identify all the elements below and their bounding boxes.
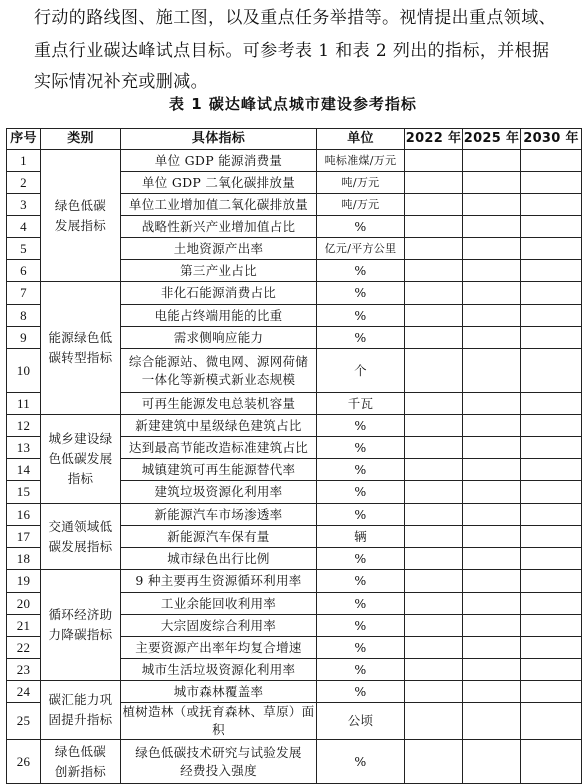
unit-cell: % — [317, 437, 405, 459]
value-2022 — [405, 238, 463, 260]
category-label-line: 碳汇能力巩 — [48, 692, 113, 707]
indicator-line: 经费投入强度 — [180, 762, 257, 778]
header-indicator: 具体指标 — [121, 129, 317, 150]
unit-cell: % — [317, 659, 405, 681]
value-2025 — [463, 481, 521, 504]
row-number: 10 — [7, 349, 41, 393]
table-body — [7, 150, 582, 784]
row-number: 7 — [7, 282, 41, 305]
value-2030 — [521, 327, 582, 349]
value-2022 — [405, 504, 463, 526]
row-number: 21 — [7, 615, 41, 637]
indicator-cell: 新能源汽车保有量 — [121, 526, 317, 548]
value-2025 — [463, 637, 521, 659]
category-label-line: 能源绿色低 — [48, 330, 113, 345]
category-label-line: 碳发展指标 — [48, 538, 113, 554]
value-2022 — [405, 327, 463, 349]
table-row — [7, 504, 582, 526]
table-row — [7, 681, 582, 703]
value-2022 — [405, 615, 463, 637]
value-2030 — [521, 349, 582, 393]
value-2025 — [463, 703, 521, 740]
indicator-cell: 城市绿色出行比例 — [121, 548, 317, 570]
unit-cell: % — [317, 415, 405, 437]
indicator-cell: 大宗固废综合利用率 — [121, 615, 317, 637]
unit-cell: 公顷 — [317, 703, 405, 740]
value-2025 — [463, 150, 521, 172]
row-number: 3 — [7, 194, 41, 216]
value-2025 — [463, 327, 521, 349]
value-2022 — [405, 260, 463, 282]
value-2030 — [521, 548, 582, 570]
indicator-cell: 非化石能源消费占比 — [121, 282, 317, 305]
intro-line-2: 重点行业碳达峰试点目标。可参考表 1 和表 2 列出的指标，并根据 — [34, 41, 550, 61]
unit-cell: % — [317, 593, 405, 615]
value-2025 — [463, 504, 521, 526]
unit-cell: 千瓦 — [317, 393, 405, 415]
value-2022 — [405, 415, 463, 437]
value-2025 — [463, 172, 521, 194]
value-2025 — [463, 615, 521, 637]
row-number: 25 — [7, 703, 41, 740]
unit-cell: % — [317, 327, 405, 349]
category-cell — [41, 415, 121, 504]
indicator-cell: 新能源汽车市场渗透率 — [121, 504, 317, 526]
value-2030 — [521, 504, 582, 526]
unit-cell: % — [317, 216, 405, 238]
indicator-cell: 工业余能回收利用率 — [121, 593, 317, 615]
value-2025 — [463, 415, 521, 437]
unit-cell: % — [317, 504, 405, 526]
header-2025: 2025 年 — [463, 129, 521, 150]
table-caption: 表 1 碳达峰试点城市建设参考指标 — [169, 95, 417, 113]
value-2030 — [521, 194, 582, 216]
unit-cell: % — [317, 570, 405, 593]
category-label-line: 城乡建设绿 — [48, 431, 113, 446]
value-2022 — [405, 659, 463, 681]
row-number: 26 — [7, 740, 41, 784]
unit-cell: % — [317, 481, 405, 504]
value-2022 — [405, 194, 463, 216]
value-2030 — [521, 659, 582, 681]
row-number: 5 — [7, 238, 41, 260]
value-2030 — [521, 703, 582, 740]
unit-cell: % — [317, 260, 405, 282]
row-number: 14 — [7, 459, 41, 481]
value-2030 — [521, 437, 582, 459]
category-label-line: 循环经济助 — [48, 607, 113, 622]
indicator-line: 综合能源站、微电网、源网荷储 — [128, 353, 309, 369]
indicator-table — [6, 128, 582, 784]
row-number: 19 — [7, 570, 41, 593]
indicator-cell: 战略性新兴产业增加值占比 — [121, 216, 317, 238]
category-cell — [41, 504, 121, 570]
indicator-cell: 主要资源产出率年均复合增速 — [121, 637, 317, 659]
category-label-line: 碳转型指标 — [48, 350, 113, 365]
value-2030 — [521, 481, 582, 504]
indicator-cell: 9 种主要再生资源循环利用率 — [121, 570, 317, 593]
indicator-cell: 需求侧响应能力 — [121, 327, 317, 349]
indicator-cell: 电能占终端用能的比重 — [121, 305, 317, 327]
indicator-cell: 城市生活垃圾资源化利用率 — [121, 659, 317, 681]
unit-cell: 吨/万元 — [317, 172, 405, 194]
category-label-line: 色低碳发展 — [48, 451, 113, 466]
unit-cell: 亿元/平方公里 — [317, 238, 405, 260]
value-2025 — [463, 570, 521, 593]
indicator-cell: 新建建筑中星级绿色建筑占比 — [121, 415, 317, 437]
value-2025 — [463, 216, 521, 238]
value-2030 — [521, 637, 582, 659]
value-2030 — [521, 681, 582, 703]
row-number: 8 — [7, 305, 41, 327]
value-2022 — [405, 349, 463, 393]
category-cell — [41, 150, 121, 282]
indicator-cell: 达到最高节能改造标准建筑占比 — [121, 437, 317, 459]
unit-cell: % — [317, 615, 405, 637]
value-2025 — [463, 437, 521, 459]
value-2025 — [463, 593, 521, 615]
row-number: 1 — [7, 150, 41, 172]
table-row — [7, 570, 582, 593]
intro-line-3: 实际情况补充或删减。 — [34, 72, 208, 92]
value-2025 — [463, 349, 521, 393]
category-label-line: 绿色低碳 — [54, 197, 107, 213]
value-2025 — [463, 659, 521, 681]
value-2030 — [521, 305, 582, 327]
category-cell — [41, 282, 121, 415]
indicator-cell: 单位 GDP 二氧化碳排放量 — [121, 172, 317, 194]
value-2025 — [463, 459, 521, 481]
unit-cell: 个 — [317, 349, 405, 393]
value-2025 — [463, 282, 521, 305]
value-2022 — [405, 593, 463, 615]
value-2022 — [405, 637, 463, 659]
header-category: 类别 — [41, 129, 121, 150]
category-cell — [41, 570, 121, 681]
header-unit: 单位 — [317, 129, 405, 150]
row-number: 24 — [7, 681, 41, 703]
category-label-line: 力降碳指标 — [48, 627, 113, 642]
header-row — [7, 129, 582, 150]
intro-line-1: 行动的路线图、施工图，以及重点任务举措等。视情提出重点领域、 — [34, 8, 556, 28]
unit-cell: % — [317, 548, 405, 570]
row-number: 6 — [7, 260, 41, 282]
row-number: 18 — [7, 548, 41, 570]
value-2022 — [405, 172, 463, 194]
row-number: 11 — [7, 393, 41, 415]
value-2022 — [405, 305, 463, 327]
indicator-cell: 城镇建筑可再生能源替代率 — [121, 459, 317, 481]
value-2030 — [521, 260, 582, 282]
row-number: 12 — [7, 415, 41, 437]
header-2022: 2022 年 — [405, 129, 463, 150]
value-2025 — [463, 681, 521, 703]
value-2022 — [405, 570, 463, 593]
value-2022 — [405, 216, 463, 238]
value-2030 — [521, 238, 582, 260]
row-number: 16 — [7, 504, 41, 526]
unit-cell: % — [317, 305, 405, 327]
category-label-line: 固提升指标 — [48, 712, 113, 727]
table-row — [7, 282, 582, 305]
row-number: 17 — [7, 526, 41, 548]
indicator-cell: 第三产业占比 — [121, 260, 317, 282]
value-2030 — [521, 459, 582, 481]
category-label-line: 绿色低碳 — [54, 743, 107, 759]
indicator-cell: 建筑垃圾资源化利用率 — [121, 481, 317, 504]
value-2022 — [405, 393, 463, 415]
value-2030 — [521, 393, 582, 415]
indicator-cell: 城市森林覆盖率 — [121, 681, 317, 703]
value-2030 — [521, 415, 582, 437]
value-2022 — [405, 703, 463, 740]
unit-cell: 辆 — [317, 526, 405, 548]
value-2025 — [463, 526, 521, 548]
unit-cell: % — [317, 681, 405, 703]
value-2030 — [521, 172, 582, 194]
unit-cell: 吨标准煤/万元 — [317, 150, 405, 172]
value-2025 — [463, 260, 521, 282]
indicator-line: 绿色低碳技术研究与试验发展 — [135, 744, 302, 760]
value-2030 — [521, 282, 582, 305]
row-number: 4 — [7, 216, 41, 238]
table-row — [7, 150, 582, 172]
header-2030: 2030 年 — [521, 129, 582, 150]
row-number: 23 — [7, 659, 41, 681]
header-no: 序号 — [7, 129, 41, 150]
indicator-cell — [121, 349, 317, 393]
category-label-line: 发展指标 — [54, 217, 107, 233]
value-2030 — [521, 615, 582, 637]
category-cell — [41, 681, 121, 740]
row-number: 20 — [7, 593, 41, 615]
row-number: 9 — [7, 327, 41, 349]
value-2030 — [521, 570, 582, 593]
unit-cell: 吨/万元 — [317, 194, 405, 216]
value-2022 — [405, 282, 463, 305]
indicator-cell: 植树造林（或抚育森林、草原）面积 — [121, 703, 317, 740]
row-number: 22 — [7, 637, 41, 659]
value-2022 — [405, 548, 463, 570]
indicator-line: 一体化等新模式新业态规模 — [141, 371, 296, 387]
value-2025 — [463, 194, 521, 216]
value-2022 — [405, 150, 463, 172]
unit-cell: % — [317, 740, 405, 784]
value-2030 — [521, 150, 582, 172]
unit-cell: % — [317, 282, 405, 305]
value-2022 — [405, 459, 463, 481]
row-number: 13 — [7, 437, 41, 459]
value-2025 — [463, 548, 521, 570]
value-2022 — [405, 437, 463, 459]
indicator-cell: 单位工业增加值二氧化碳排放量 — [121, 194, 317, 216]
table-row — [7, 415, 582, 437]
row-number: 15 — [7, 481, 41, 504]
indicator-cell: 土地资源产出率 — [121, 238, 317, 260]
value-2022 — [405, 481, 463, 504]
value-2025 — [463, 238, 521, 260]
category-label-line: 创新指标 — [54, 763, 107, 779]
value-2022 — [405, 681, 463, 703]
category-label-line: 指标 — [67, 471, 94, 486]
value-2030 — [521, 216, 582, 238]
value-2030 — [521, 526, 582, 548]
indicator-cell: 单位 GDP 能源消费量 — [121, 150, 317, 172]
category-label-line: 交通领域低 — [48, 518, 113, 534]
value-2022 — [405, 526, 463, 548]
row-number: 2 — [7, 172, 41, 194]
unit-cell: % — [317, 637, 405, 659]
value-2030 — [521, 593, 582, 615]
value-2025 — [463, 305, 521, 327]
indicator-cell: 可再生能源发电总装机容量 — [121, 393, 317, 415]
value-2025 — [463, 393, 521, 415]
unit-cell: % — [317, 459, 405, 481]
